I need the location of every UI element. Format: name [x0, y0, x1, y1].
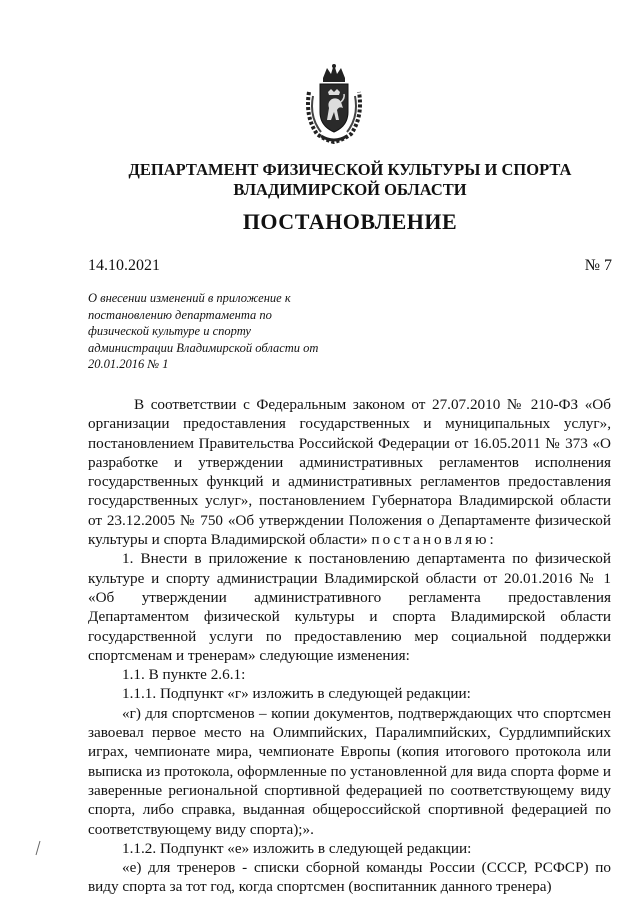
- preamble-text: В соответствии с Федеральным законом от 27.07.2010 № 210-ФЗ «Об организации предоставления государственных и муниципальных услуг», постановлением Правительства Российской Федерации от 16.05.2011 № 373 «О разработке и утверждении административных регламентов исполнения государственных функций и административных регламентов предоставления государственных услуг», постановлением Губернатора Владимирской области от 23.12.2005 № 750 «Об утверждении Положения о Департаменте физической культуры и спорта Владимирской области»: [88, 396, 611, 549]
- document-type-title: ПОСТАНОВЛЕНИЕ: [242, 209, 458, 234]
- document-number: № 7: [584, 257, 612, 274]
- scan-pen-mark-icon: [34, 840, 42, 856]
- document-date: 14.10.2021: [88, 257, 160, 274]
- paragraph-1-1: 1.1. В пункте 2.6.1:: [122, 666, 246, 684]
- paragraph-1-1-2: 1.1.2. Подпункт «е» изложить в следующей редакции:: [122, 839, 472, 857]
- department-line-1: ДЕПАРТАМЕНТ ФИЗИЧЕСКОЙ КУЛЬТУРЫ И СПОРТА: [128, 160, 572, 179]
- document-body: [88, 395, 611, 897]
- paragraph-subpoint-g: «г) для спортсменов – копии документов, подтверждающих что спортсмен завоевал первое место на Олимпийских, Паралимпийских, Сурдлимпийских играх, чемпионате мира, чемпионате Европы (копия итогового протокола или выписка из протокола, оформленные по установленной для вида спорта форме и заверенные региональной спортивной федерацией по соответствующему виду спорта, либо справка, выданная общероссийской спортивной федерацией по соответствующему виду спорта);».: [88, 704, 611, 838]
- paragraph-subpoint-e: «е) для тренеров - списки сборной команды России (СССР, РСФСР) по виду спорта за тот год, когда спортсмен (воспитанник данного тренера): [88, 859, 611, 896]
- department-name: [60, 160, 640, 200]
- preamble-paragraph: [88, 395, 611, 549]
- resolve-word: постановляю:: [371, 531, 497, 549]
- coat-of-arms-icon: [303, 62, 365, 144]
- department-line-2: ВЛАДИМИРСКОЙ ОБЛАСТИ: [233, 180, 467, 199]
- document-subject: О внесении изменений в приложение к постановлению департамента по физической культуре и спорту администрации Владимирской области от 20.01.2016 № 1: [88, 291, 319, 371]
- paragraph-1: 1. Внести в приложение к постановлению департамента по физической культуре и спорту администрации Владимирской области от 20.01.2016 № 1 «Об утверждении административного регламента предоставления Департаментом физической культуры и спорта Владимирской области государственной услуги по предоставлению мер социальной поддержки спортсменам и тренерам» следующие изменения:: [88, 550, 611, 664]
- paragraph-1-1-1: 1.1.1. Подпункт «г» изложить в следующей редакции:: [122, 685, 471, 703]
